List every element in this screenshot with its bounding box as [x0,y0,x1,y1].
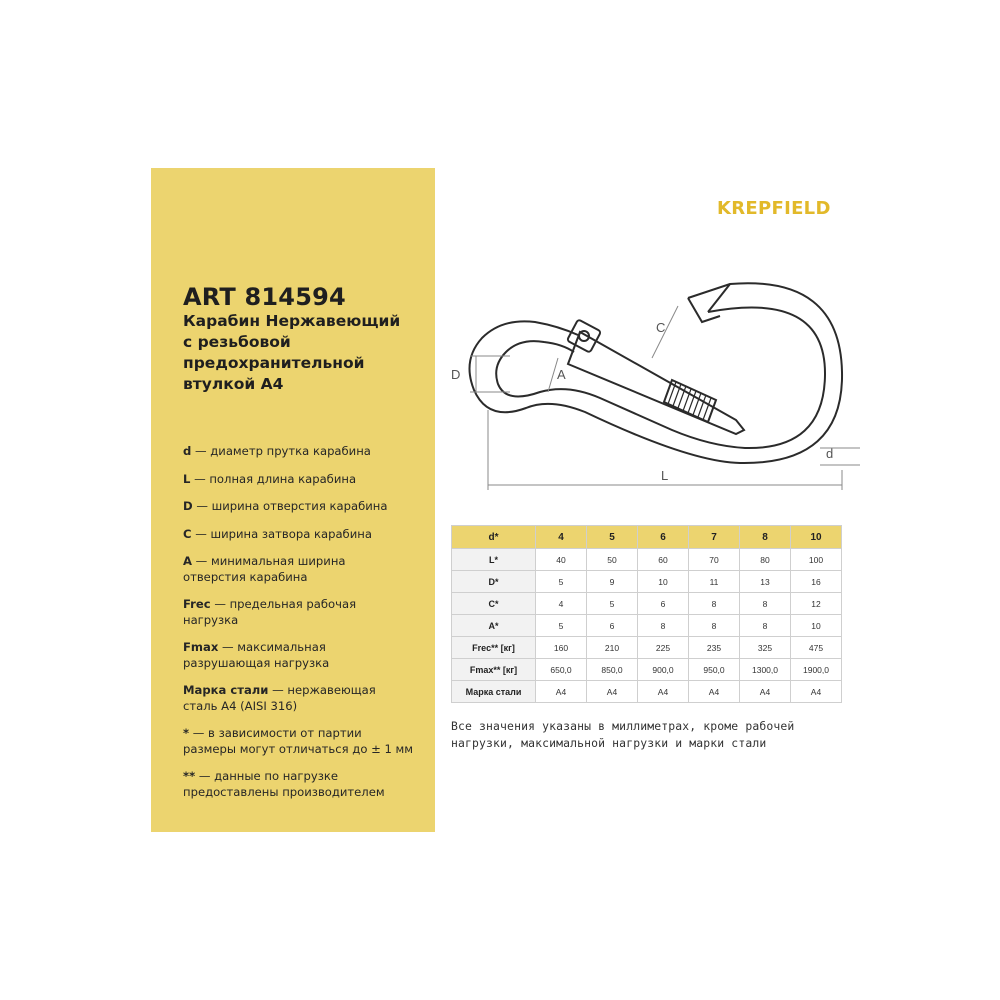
legend-text: — в зависимости от партии [192,726,362,740]
table-header-cell: 7 [689,526,740,549]
table-header-cell: 5 [587,526,638,549]
product-title-line: с резьбовой [183,333,291,351]
product-title-line: втулкой А4 [183,375,284,393]
table-cell: 80 [740,549,791,571]
table-cell: 850,0 [587,659,638,681]
table-cell: 70 [689,549,740,571]
legend-text: сталь А4 (AISI 316) [183,698,298,713]
table-cell: 40 [536,549,587,571]
table-row-label: L* [452,549,536,571]
dimension-legend [183,444,431,812]
carabiner-diagram [440,280,870,495]
table-row-label: Марка стали [452,681,536,703]
dimension-label-l: L [661,468,669,483]
legend-item-d [183,444,431,460]
product-title-line: предохранительной [183,354,365,372]
table-cell: 9 [587,571,638,593]
legend-key: d [183,444,192,458]
legend-key: * [183,726,190,740]
table-cell: 8 [740,593,791,615]
table-cell: A4 [638,681,689,703]
table-cell: A4 [536,681,587,703]
table-cell: 8 [689,593,740,615]
legend-text: — предельная рабочая [214,597,357,611]
legend-text: отверстия карабина [183,569,308,584]
table-cell: 16 [791,571,842,593]
table-cell: 6 [587,615,638,637]
table-cell: A4 [587,681,638,703]
table-cell: 10 [638,571,689,593]
table-cell: 325 [740,637,791,659]
units-note-line: Все значения указаны в миллиметрах, кроме рабочей [451,719,795,733]
table-cell: A4 [740,681,791,703]
legend-text: — нержавеющая [272,683,376,697]
legend-key: Frec [183,597,211,611]
table-row [452,549,842,571]
legend-text: — ширина затвора карабина [195,526,372,541]
legend-text: предоставлены производителем [183,784,385,799]
carabiner-outline [470,283,843,463]
legend-text: — максимальная [222,640,326,654]
table-cell: 50 [587,549,638,571]
table-row-label: C* [452,593,536,615]
table-row-label: Fmax** [кг] [452,659,536,681]
dimension-label-a: A [557,367,566,382]
table-cell: 1300,0 [740,659,791,681]
table-cell: 8 [689,615,740,637]
legend-key: D [183,499,193,513]
legend-key: C [183,526,192,541]
table-cell: 650,0 [536,659,587,681]
units-note-line: нагрузки, максимальной нагрузки и марки стали [451,736,767,750]
legend-item-l [183,472,431,488]
brand-logo: KREPFIELD [717,198,831,219]
table-header-cell: 10 [791,526,842,549]
legend-item-fmax [183,640,431,671]
table-cell: 160 [536,637,587,659]
table-row-label: Frec** [кг] [452,637,536,659]
table-cell: 11 [689,571,740,593]
table-cell: 13 [740,571,791,593]
legend-text: — минимальная ширина [195,554,346,568]
table-cell: 235 [689,637,740,659]
table-cell: A4 [689,681,740,703]
legend-text: разрушающая нагрузка [183,655,330,670]
table-cell: 60 [638,549,689,571]
table-cell: A4 [791,681,842,703]
table-cell: 100 [791,549,842,571]
units-note [451,718,871,752]
legend-item-frec [183,597,431,628]
legend-text: — ширина отверстия карабина [196,499,388,513]
table-cell: 475 [791,637,842,659]
table-cell: 1900,0 [791,659,842,681]
table-cell: 4 [536,593,587,615]
product-title [183,311,433,395]
table-cell: 5 [536,571,587,593]
table-cell: 10 [791,615,842,637]
table-row [452,593,842,615]
legend-item-steel [183,683,431,714]
legend-key: ** [183,769,196,783]
table-cell: 900,0 [638,659,689,681]
specification-table [451,525,842,703]
table-cell: 5 [587,593,638,615]
table-row-label: D* [452,571,536,593]
table-cell: 8 [638,615,689,637]
legend-text: — диаметр прутка карабина [195,444,371,458]
table-header-cell: 6 [638,526,689,549]
legend-text: — полная длина карабина [194,471,357,486]
table-row-label: A* [452,615,536,637]
dimension-label-d-width: D [451,367,461,382]
legend-key: L [183,471,191,486]
table-header-row [452,526,842,549]
product-title-line: Карабин Нержавеющий [183,312,401,330]
legend-item-load-note [183,769,431,800]
table-header-cell: 4 [536,526,587,549]
table-cell: 210 [587,637,638,659]
legend-item-c [183,527,431,543]
legend-key: Марка стали [183,683,269,697]
table-header-cell: d* [452,526,536,549]
table-cell: 6 [638,593,689,615]
table-row [452,681,842,703]
legend-key: A [183,554,192,568]
dimension-label-c: C [656,320,666,335]
legend-item-tolerance-note [183,726,431,757]
legend-key: Fmax [183,640,219,654]
table-row [452,637,842,659]
table-cell: 8 [740,615,791,637]
legend-text: размеры могут отличаться до ± 1 мм [183,741,414,756]
legend-text: нагрузка [183,612,239,627]
article-number: ART 814594 [183,283,346,311]
dimension-label-d: d [826,446,834,461]
table-header-cell: 8 [740,526,791,549]
table-cell: 950,0 [689,659,740,681]
legend-item-d-width [183,499,431,515]
table-cell: 225 [638,637,689,659]
legend-text: — данные по нагрузке [198,769,339,783]
table-cell: 12 [791,593,842,615]
legend-item-a [183,554,431,585]
table-row [452,571,842,593]
table-row [452,615,842,637]
table-cell: 5 [536,615,587,637]
table-row [452,659,842,681]
